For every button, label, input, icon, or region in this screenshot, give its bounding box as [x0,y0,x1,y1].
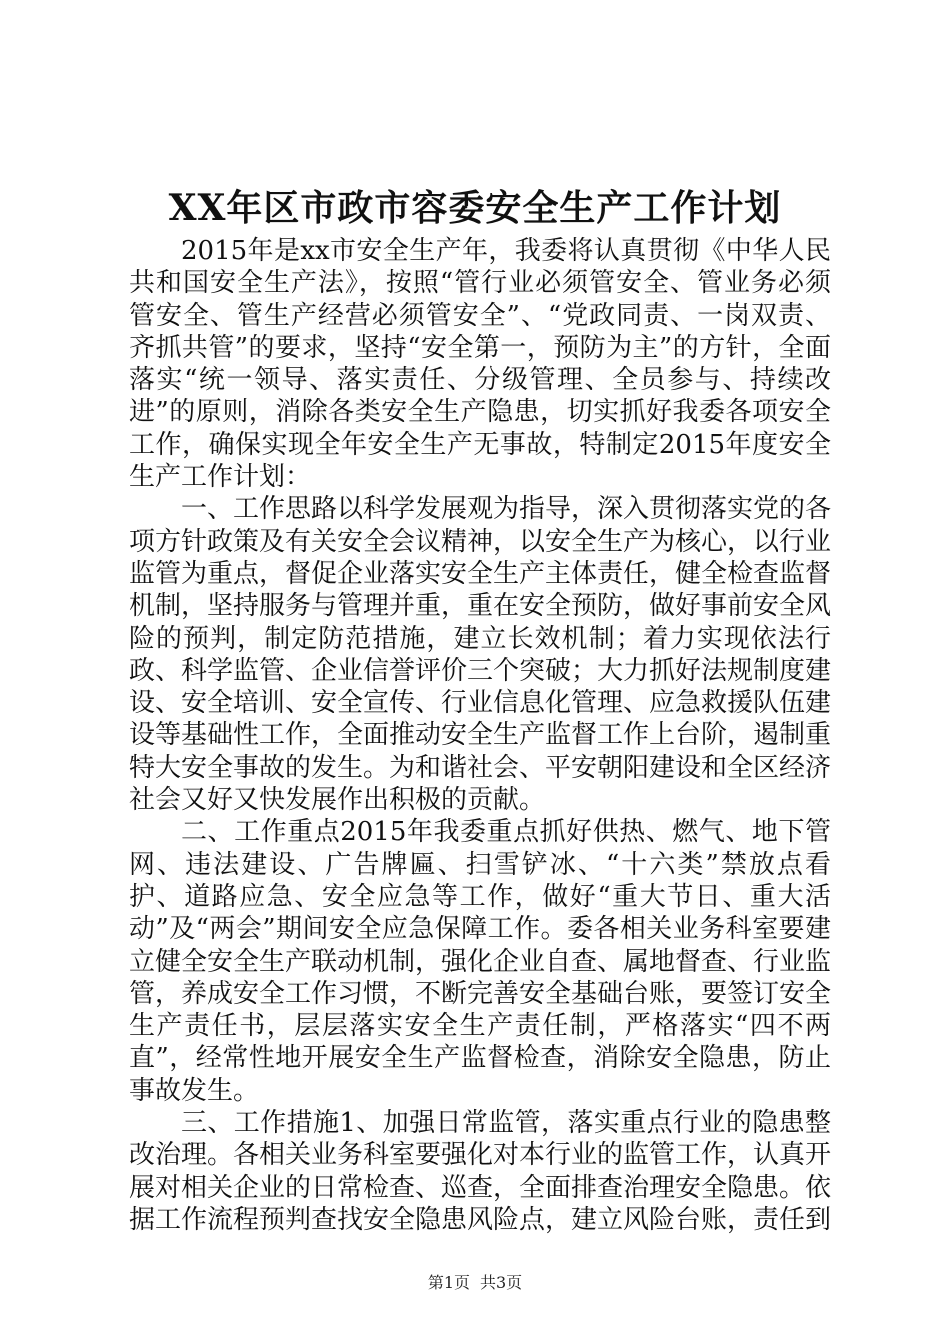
paragraph-intro: 2015年是xx市安全生产年，我委将认真贯彻《中华人民共和国安全生产法》，按照“管行业必须管安全、管业务必须管安全、管生产经营必须管安全”、“党政同责、一岗双责、齐抓共管”的要求，坚持“安全第一，预防为主”的方针，全面落实“统一领导、落实责任、分级管理、全员参与、持续改进”的原则，消除各类安全生产隐患，切实抓好我委各项安全工作，确保实现全年安全生产无事故，特制定2015年度安全生产工作计划： [129,236,831,493]
paragraph-work-focus: 二、工作重点2015年我委重点抓好供热、燃气、地下管网、违法建设、广告牌匾、扫雪铲冰、“十六类”禁放点看护、道路应急、安全应急等工作，做好“重大节日、重大活动”及“两会”期间安全应急保障工作。委各相关业务科室要建立健全安全生产联动机制，强化企业自查、属地督查、行业监管，养成安全工作习惯，不断完善安全基础台账，要签订安全生产责任书，层层落实安全生产责任制，严格落实“四不两直”，经常性地开展安全生产监督检查，消除安全隐患，防止事故发生。 [129,817,832,1106]
current-page-number: 第1页 [427,1273,470,1292]
document-body [129,235,831,1236]
page-footer [0,1272,950,1294]
total-pages: 共3页 [480,1273,523,1292]
document-title: XX年区市政市容委安全生产工作计划 [168,187,782,229]
paragraph-work-approach: 一、工作思路以科学发展观为指导，深入贯彻落实党的各项方针政策及有关安全会议精神，以安全生产为核心，以行业监管为重点，督促企业落实安全生产主体责任，健全检查监督机制，坚持服务与管理并重，重在安全预防，做好事前安全风险的预判，制定防范措施，建立长效机制；着力实现依法行政、科学监管、企业信誉评价三个突破；大力抓好法规制度建设、安全培训、安全宣传、行业信息化管理、应急救援队伍建设等基础性工作，全面推动安全生产监督工作上台阶，遏制重特大安全事故的发生。为和谐社会、平安朝阳建设和全区经济社会又好又快发展作出积极的贡献。 [129,494,832,816]
paragraph-work-measures: 三、工作措施1、加强日常监管，落实重点行业的隐患整改治理。各相关业务科室要强化对本行业的监管工作，认真开展对相关企业的日常检查、巡查，全面排查治理安全隐患。依据工作流程预判查找安全隐患风险点，建立风险台账，责任到 [129,1108,832,1235]
